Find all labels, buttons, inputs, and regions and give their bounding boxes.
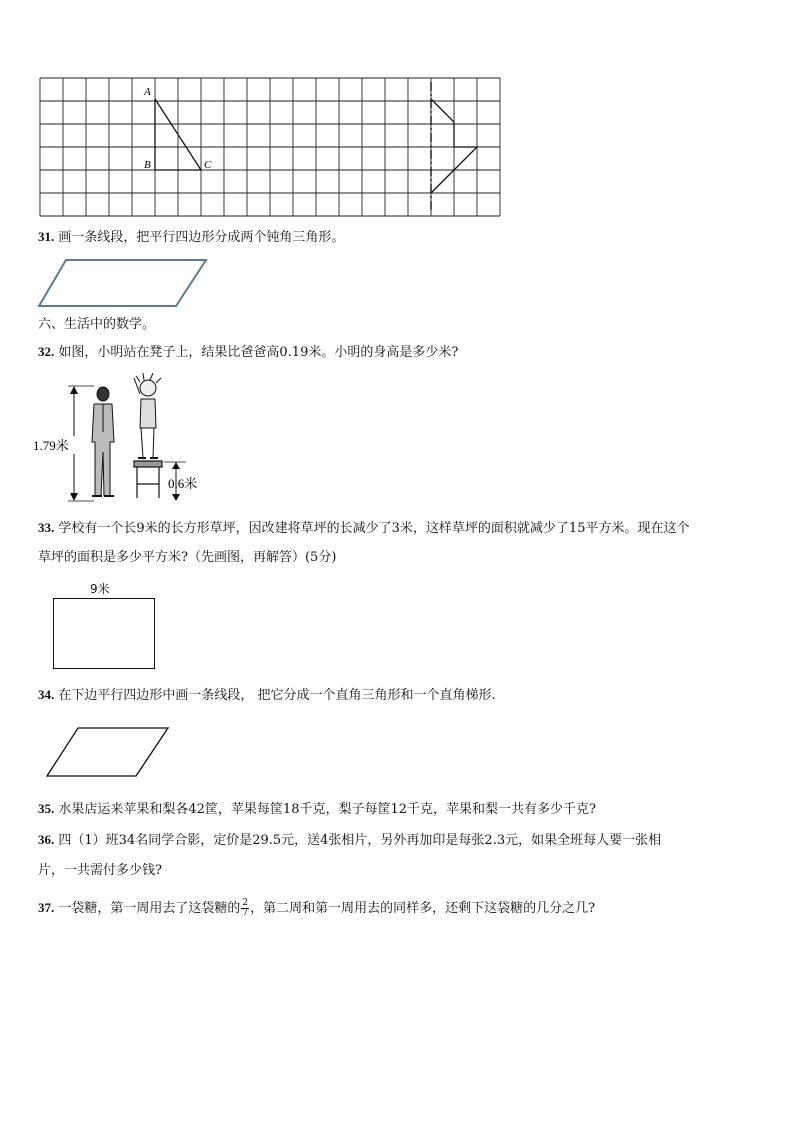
question-text: 水果店运来苹果和梨各42筐，苹果每筐18千克，梨子每筐12千克，苹果和梨一共有多少千克? — [58, 802, 596, 817]
question-number: 31. — [38, 229, 55, 244]
question-32 — [38, 343, 458, 362]
stool-label: 0.6米 — [168, 476, 198, 491]
question-37 — [38, 899, 595, 918]
section-six-title: 六、生活中的数学。 — [38, 317, 156, 332]
question-text-line1: 学校有一个长9米的长方形草坪，因改建将草坪的长减少了3米，这样草坪的面积就减少了15平方米。现在这个 — [58, 521, 690, 536]
question-text-before: 一袋糖，第一周用去了这袋糖的 — [58, 901, 241, 916]
label-a: A — [144, 86, 151, 98]
question-text-line1: 四（1）班34名同学合影，定价是29.5元，送4张相片，另外再加印是每张2.3元，如果全班每人要一张相 — [58, 833, 662, 848]
height-label: 1.79米 — [33, 438, 69, 453]
question-33-line2: 草坪的面积是多少平方米?（先画图，再解答）(5分) — [38, 550, 337, 565]
rect-label: 9米 — [90, 582, 110, 596]
stool — [134, 461, 162, 498]
question-31 — [38, 228, 344, 247]
question-text: 在下边平行四边形中画一条线段， 把它分成一个直角三角形和一个直角梯形. — [58, 688, 496, 703]
label-b: B — [144, 159, 151, 171]
question-36 — [38, 831, 661, 850]
grid-figure — [38, 76, 502, 218]
question-number: 36. — [38, 832, 55, 847]
question-text: 如图，小明站在凳子上，结果比爸爸高0.19米。小明的身高是多少米? — [58, 345, 459, 360]
question-text-after: ，第二周和第一周用去的同样多，还剩下这袋糖的几分之几? — [250, 901, 596, 916]
parallelogram-34 — [44, 725, 172, 779]
father-figure — [92, 387, 114, 496]
label-c: C — [204, 159, 212, 171]
lawn-rectangle — [53, 598, 155, 669]
question-35 — [38, 800, 596, 819]
fraction: $\frac{2}{7}$ — [242, 898, 249, 918]
parallelogram-31 — [36, 257, 211, 309]
question-number: 32. — [38, 344, 55, 359]
height-illustration — [30, 372, 220, 506]
boy-figure — [134, 373, 161, 458]
question-number: 34. — [38, 687, 55, 702]
question-34 — [38, 686, 496, 705]
question-number: 35. — [38, 801, 55, 816]
question-number: 33. — [38, 520, 55, 535]
question-text: 画一条线段，把平行四边形分成两个钝角三角形。 — [58, 230, 345, 245]
question-36-line2: 片，一共需付多少钱? — [38, 863, 162, 878]
question-number: 37. — [38, 900, 55, 915]
question-33 — [38, 519, 689, 538]
